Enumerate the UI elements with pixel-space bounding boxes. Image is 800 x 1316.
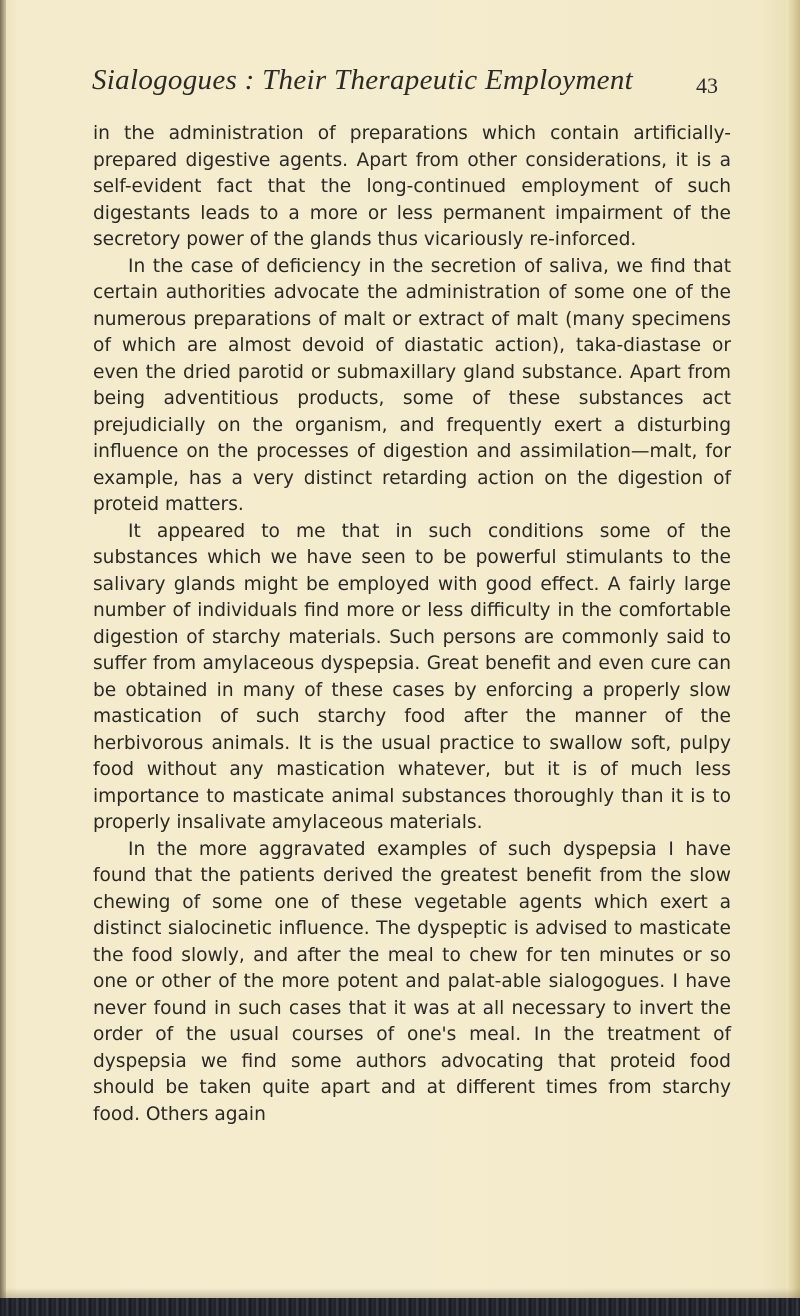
page-bottom-shade <box>0 1288 800 1298</box>
paragraph-4: In the more aggravated examples of such dyspepsia I have found that the patients derived the greatest benefit from the slow chewing of some one of these vegetable agents which exert a distinct sialocinetic influence. The dyspeptic is advised to masticate the food slowly, and after the meal to chew for ten minutes or so one or other of the more potent and palat-able sialogogues. I have never found in such cases that it was at all necessary to invert the order of the usual courses of one's meal. In the treatment of dyspepsia we find some authors advocating that proteid food should be taken quite apart and at different times from starchy food. Others again <box>93 838 731 1125</box>
page-number: 43 <box>696 73 718 98</box>
paragraph-3: It appeared to me that in such conditions some of the substances which we have seen to be powerful stimulants to the salivary glands might be employed with good effect. A fairly large number of individuals find more or less difficulty in the comfortable digestion of starchy materials. Such persons are commonly said to suffer from amylaceous dyspepsia. Great benefit and even cure can be obtained in many of these cases by enforcing a properly slow mastication of such starchy food after the manner of the herbivorous animals. It is the usual practice to swallow soft, pulpy food without any mastication whatever, but it is of much less importance to masticate animal substances thoroughly than it is to properly insalivate amylaceous materials. <box>93 520 731 833</box>
paragraph-2: In the case of deficiency in the secretion of saliva, we find that certain authorities advocate the administration of some one of the numerous preparations of malt or extract of malt (many specimens of which are almost devoid of diastatic action), taka-diastase or even the dried parotid or submaxillary gland substance. Apart from being adventitious products, some of these substances act prejudicially on the organism, and frequently exert a disturbing influence on the processes of digestion and assimilation—malt, for example, has a very distinct retarding action on the digestion of proteid matters. <box>93 255 731 515</box>
body-text <box>93 121 731 1128</box>
scan-bottom-border <box>0 1298 800 1316</box>
running-title: Sialogogues : Their Therapeutic Employment <box>92 64 633 96</box>
page-right-edge <box>786 0 800 1316</box>
paragraph-1: in the administration of preparations which contain artificially-prepared digestive agents. Apart from other considerations, it is a self-evident fact that the long-continued employment of such digestants leads to a more or less permanent impairment of the secretory power of the glands thus vicariously re-inforced. <box>93 123 731 250</box>
page-gutter-shadow <box>0 0 6 1316</box>
